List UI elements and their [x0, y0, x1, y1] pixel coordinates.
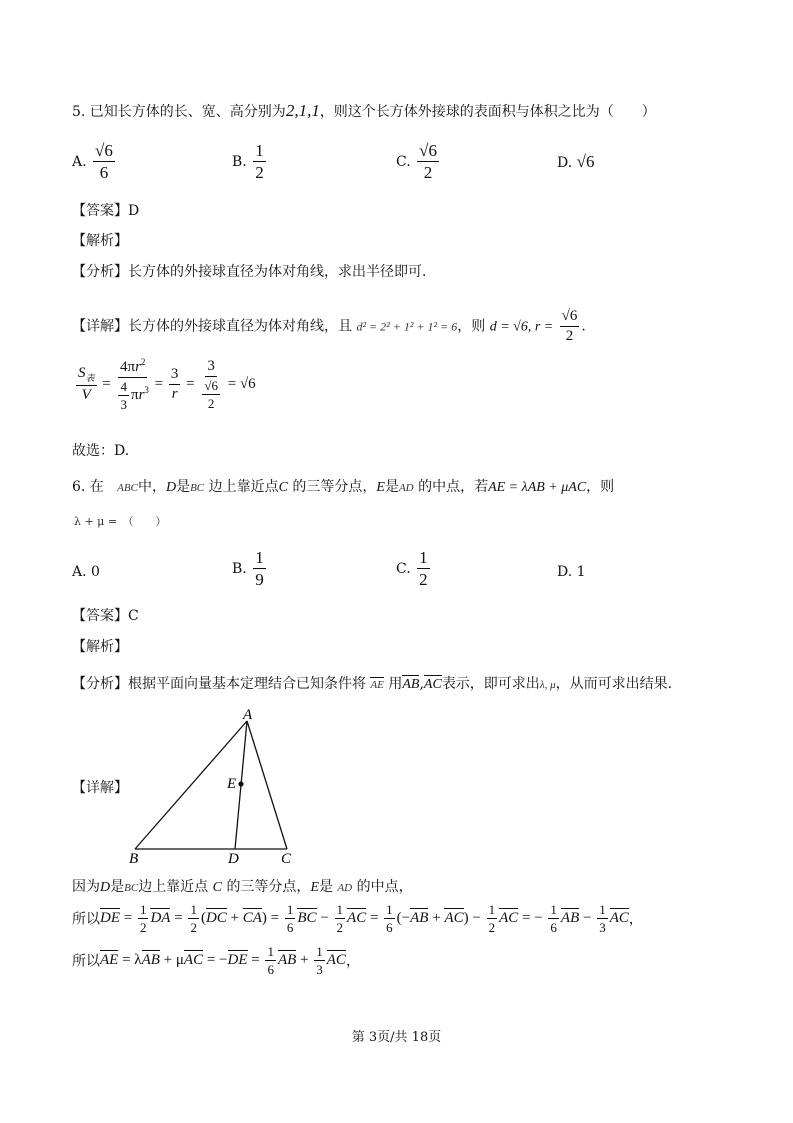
q6-analysis: 【分析】根据平面向量基本定理结合已知条件将 AE 用AB,AC表示，即可求出λ, μ，从而可求出结果. — [72, 676, 673, 692]
q5-option-c: C. $\frac{√6}{2}$ — [396, 141, 437, 182]
q5-stem: 5. 已知长方体的长、宽、高分别为2,1,1，则这个长方体外接球的表面积与体积之比为（ ） — [72, 101, 656, 120]
label-c: C — [281, 851, 292, 867]
q6-option-a: A. 0 — [72, 564, 100, 580]
q6-ae-result: 所以AE = λAB + μAC = −DE = $\frac{1}{6}$ AB + $\frac{1}{3}$ AC， — [72, 944, 360, 977]
q5-option-a: A. $\frac{√6}{6}$ — [72, 141, 113, 182]
q6-option-c: C. $\frac{1}{2}$ — [396, 548, 428, 589]
q6-de-derivation: 所以DE = $\frac{1}{2}$ DA = $\frac{1}{2}$ (DC + CA) = $\frac{1}{6}$ BC − $\frac{1}{2}$ AC = $\frac{1}{6}$ (−AB + AC) − $\frac{1}{2}$ AC = − $\frac{1}{6}$ AB − $\frac{1}{3}$ AC， — [72, 902, 643, 935]
q6-detail-head: 【详解】 — [72, 780, 128, 796]
q5-answer: 【答案】D — [72, 203, 140, 219]
label-e: E — [227, 776, 237, 792]
q6-option-d: D. 1 — [557, 564, 586, 580]
q5-option-d: D. √6 — [557, 152, 595, 171]
q6-because: 因为D是BC边上靠近点 C 的三等分点，E是 AD 的中点， — [72, 879, 413, 895]
q6-stem: 6. 在 ABC中，D是BC 边上靠近点C 的三等分点，E是AD 的中点，若AE = λAB + μAC，则 — [72, 479, 615, 495]
q5-ratio-formula: $\frac{S_表}{V}$ = $4\pi r^2$ $\frac{4}{3}$ $\pi r^3$ = $\frac{3}{r}$ = $\frac{3}{\frac{√6}{2}}$ = √6 — [78, 357, 256, 412]
q5-analysis: 【分析】长方体的外接球直径为体对角线，求出半径即可. — [72, 264, 427, 280]
triangle-figure — [125, 703, 305, 868]
q5-analysis-head: 【解析】 — [72, 233, 128, 249]
point-e — [238, 781, 243, 786]
label-b: B — [129, 851, 139, 867]
q5-option-b: B. $\frac{1}{2}$ — [232, 141, 264, 182]
q5-choose: 故选：D. — [72, 443, 130, 459]
q6-stem-line2: λ + μ = （ ） — [74, 515, 167, 528]
q6-option-b: B. $\frac{1}{9}$ — [232, 548, 264, 589]
side-ac — [247, 721, 287, 849]
page-footer: 第 3页/共 18页 — [351, 1030, 442, 1045]
q6-analysis-head: 【解析】 — [72, 639, 128, 655]
label-d: D — [228, 851, 239, 867]
q5-detail: 【详解】长方体的外接球直径为体对角线，且 d² = 2² + 1² + 1² = 6，则 d = √6, r = $\frac{√6}{2}$ . — [72, 308, 586, 344]
q6-answer: 【答案】C — [72, 608, 139, 624]
label-a: A — [243, 707, 253, 723]
